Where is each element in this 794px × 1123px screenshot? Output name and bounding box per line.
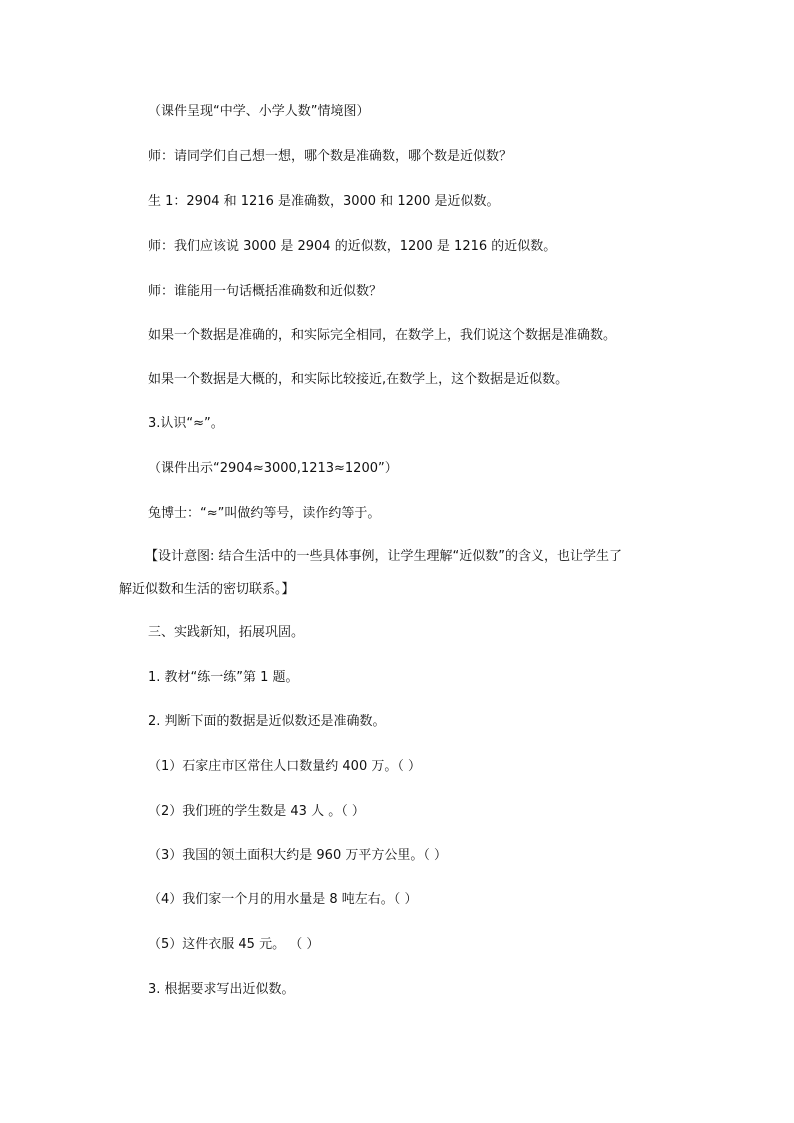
section-3-heading: 三、实践新知，拓展巩固。 <box>148 625 305 640</box>
courseware-note-2: （课件出示“2904≈3000,1213≈1200”） <box>148 461 398 476</box>
design-intent-line-2: 解近似数和生活的密切联系。】 <box>119 582 295 597</box>
teacher-question-1: 师：请同学们自己想一想，哪个数是准确数，哪个数是近似数？ <box>148 149 513 164</box>
approximate-number-definition: 如果一个数据是大概的，和实际比较接近,在数学上，这个数据是近似数。 <box>148 372 569 387</box>
dr-rabbit-statement: 兔博士：“≈”叫做约等号，读作约等于。 <box>148 506 381 521</box>
question-5: （5）这件衣服 45 元。 （ ） <box>148 937 320 952</box>
approx-sign-heading: 3.认识“≈”。 <box>148 416 224 431</box>
question-1: （1）石家庄市区常住人口数量约 400 万。（ ） <box>148 759 421 774</box>
question-2: （2）我们班的学生数是 43 人 。（ ） <box>148 804 365 819</box>
design-intent-paragraph <box>119 540 679 606</box>
teacher-question-2: 师：谁能用一句话概括准确数和近似数？ <box>148 284 383 299</box>
question-4: （4）我们家一个月的用水量是 8 吨左右。（ ） <box>148 892 418 907</box>
courseware-note-1: （课件呈现“中学、小学人数”情境图） <box>148 104 370 119</box>
exercise-item-2: 2. 判断下面的数据是近似数还是准确数。 <box>148 714 386 729</box>
exercise-item-1: 1. 教材“练一练”第 1 题。 <box>148 670 299 685</box>
exact-number-definition: 如果一个数据是准确的，和实际完全相同，在数学上，我们说这个数据是准确数。 <box>148 328 617 343</box>
teacher-statement-1: 师：我们应该说 3000 是 2904 的近似数，1200 是 1216 的近似数。 <box>148 239 557 254</box>
exercise-item-3: 3. 根据要求写出近似数。 <box>148 982 295 997</box>
question-3: （3）我国的领土面积大约是 960 万平方公里。（ ） <box>148 848 447 863</box>
design-intent-line-1: 【设计意图: 结合生活中的一些具体事例，让学生理解“近似数”的含义，也让学生了 <box>145 549 622 564</box>
student-answer-1: 生 1：2904 和 1216 是准确数，3000 和 1200 是近似数。 <box>148 194 500 209</box>
